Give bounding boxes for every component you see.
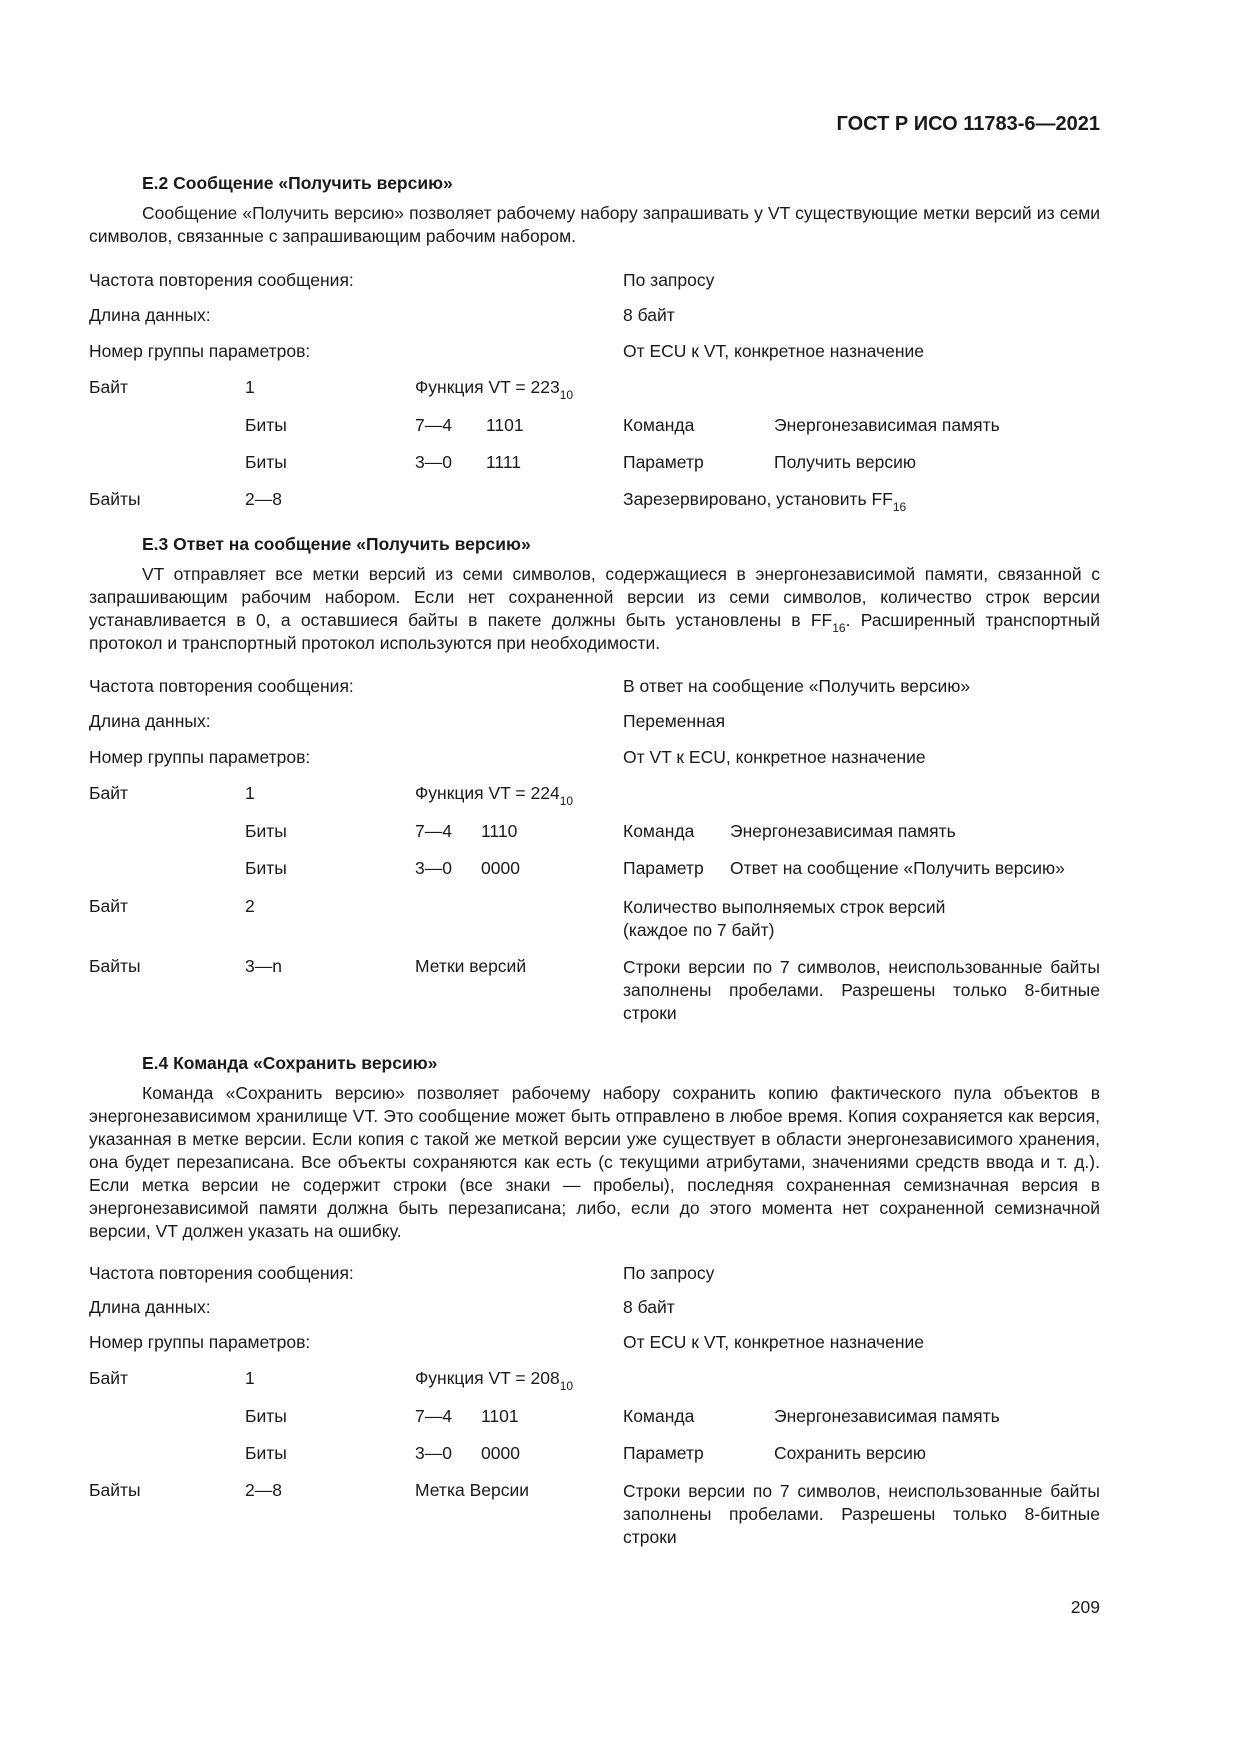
bytes-label: Байты bbox=[89, 956, 141, 976]
rate-label: Частота повторения сообщения: bbox=[89, 270, 354, 290]
bits-range: 3—0 bbox=[415, 1443, 452, 1463]
bits-range: 7—4 bbox=[415, 415, 452, 435]
length-label: Длина данных: bbox=[89, 305, 211, 325]
bytes-range: 2—8 bbox=[245, 489, 282, 509]
pgn-value: От ECU к VT, конкретное назначение bbox=[623, 1332, 925, 1352]
e3-bytes-row bbox=[0, 956, 1240, 1026]
bits-desc: Сохранить версию bbox=[774, 1443, 927, 1463]
e3-bits1-row bbox=[0, 821, 1240, 845]
section-e4-title: E.4 Команда «Сохранить версию» bbox=[142, 1053, 438, 1073]
bits-label: Биты bbox=[245, 1443, 287, 1463]
bits-label: Биты bbox=[245, 858, 287, 878]
e3-length-row bbox=[0, 711, 1240, 735]
byte2-desc: Количество выполняемых строк версий (каждое по 7 байт) bbox=[623, 897, 946, 940]
bytes-range: 3—n bbox=[245, 956, 282, 976]
e2-bits2-row bbox=[0, 452, 1240, 476]
rate-value: В ответ на сообщение «Получить версию» bbox=[623, 676, 971, 696]
bits-desc: Получить версию bbox=[774, 452, 916, 472]
bits-range: 7—4 bbox=[415, 821, 452, 841]
bits-name: Команда bbox=[623, 415, 695, 435]
byte-label: Байт bbox=[89, 1368, 129, 1388]
e4-bits1-row bbox=[0, 1406, 1240, 1430]
byte-number: 1 bbox=[245, 783, 255, 803]
bits-desc: Ответ на сообщение «Получить версию» bbox=[730, 858, 1065, 878]
section-e2-title: E.2 Сообщение «Получить версию» bbox=[142, 173, 453, 193]
e2-pgn-row bbox=[0, 341, 1240, 365]
bytes-field: Метка Версии bbox=[415, 1480, 530, 1500]
bits-label: Биты bbox=[245, 415, 287, 435]
bytes-desc: Строки версии по 7 символов, неиспользованные байты заполнены пробелами. Разрешены только 8-битные строки bbox=[623, 1481, 1100, 1547]
bytes-field: Метки версий bbox=[415, 956, 527, 976]
bits-value: 1101 bbox=[481, 1406, 519, 1426]
byte-label: Байт bbox=[89, 377, 129, 397]
e3-byte1-row bbox=[0, 783, 1240, 807]
page-number: 209 bbox=[1070, 1597, 1100, 1617]
pgn-value: От VT к ECU, конкретное назначение bbox=[623, 747, 926, 767]
rate-label: Частота повторения сообщения: bbox=[89, 676, 354, 696]
e4-bits2-row bbox=[0, 1443, 1240, 1467]
bits-desc: Энергонезависимая память bbox=[774, 1406, 1000, 1426]
byte-label: Байт bbox=[89, 783, 129, 803]
e2-length-row bbox=[0, 305, 1240, 329]
standard-header: ГОСТ Р ИСО 11783-6—2021 bbox=[836, 113, 1100, 135]
bits-value: 1101 bbox=[486, 415, 524, 435]
byte-label: Байт bbox=[89, 896, 129, 916]
rate-value: По запросу bbox=[623, 270, 715, 290]
section-e2-text: Сообщение «Получить версию» позволяет рабочему набору запрашивать у VT существующие метки версий из семи символов, связанные с запрашивающим рабочим набором. bbox=[89, 203, 1100, 246]
e2-bits1-row bbox=[0, 415, 1240, 439]
rate-label: Частота повторения сообщения: bbox=[89, 1263, 354, 1283]
bits-value: 1111 bbox=[486, 452, 522, 472]
section-e4-text: Команда «Сохранить версию» позволяет рабочему набору сохранить копию фактического пула объектов в энергонезависимом хранилище VT. Это сообщение может быть отправлено в любое время. Копия сохраняется как версия, указанная в метке версии. Если копия с такой же меткой версии уже существует в области энергонезависимого хранения, она будет перезаписана. Все объекты сохраняются как есть (с текущими атрибутами, значениями средств ввода и т. д.). Если метка версии не содержит строки (все знаки — пробелы), последняя сохраненная семизначная версия в энергонезависимой памяти должна быть перезаписана; либо, если до этого момента нет сохраненной семизначной версии, VT должен указать на ошибку. bbox=[89, 1083, 1100, 1241]
e2-byte1-row bbox=[0, 377, 1240, 401]
e4-rate-row bbox=[0, 1263, 1240, 1287]
e4-length-row bbox=[0, 1297, 1240, 1321]
byte-number: 1 bbox=[245, 377, 255, 397]
bits-range: 3—0 bbox=[415, 452, 452, 472]
bits-label: Биты bbox=[245, 1406, 287, 1426]
e4-pgn-row bbox=[0, 1332, 1240, 1356]
bits-label: Биты bbox=[245, 452, 287, 472]
bits-name: Параметр bbox=[623, 1443, 704, 1463]
pgn-label: Номер группы параметров: bbox=[89, 1332, 311, 1352]
length-value: 8 байт bbox=[623, 1297, 675, 1317]
e3-byte2-row bbox=[0, 896, 1240, 944]
bits-name: Команда bbox=[623, 821, 695, 841]
bits-name: Параметр bbox=[623, 452, 704, 472]
rate-value: По запросу bbox=[623, 1263, 715, 1283]
e3-bits2-row bbox=[0, 858, 1240, 882]
bits-range: 7—4 bbox=[415, 1406, 452, 1426]
bits-range: 3—0 bbox=[415, 858, 452, 878]
pgn-label: Номер группы параметров: bbox=[89, 341, 311, 361]
length-label: Длина данных: bbox=[89, 711, 211, 731]
bytes-range: 2—8 bbox=[245, 1480, 282, 1500]
bits-label: Биты bbox=[245, 821, 287, 841]
vt-function: Функция VT = $208_{10}$ bbox=[415, 1368, 574, 1393]
e3-pgn-row bbox=[0, 747, 1240, 771]
byte-number: 2 bbox=[245, 896, 255, 916]
bits-value: 0000 bbox=[481, 858, 520, 878]
bits-name: Команда bbox=[623, 1406, 695, 1426]
pgn-label: Номер группы параметров: bbox=[89, 747, 311, 767]
bytes-desc: Зарезервировано, установить $FF_{16}$ bbox=[623, 489, 907, 514]
section-e3-text: VT отправляет все метки версий из семи символов, содержащиеся в энергонезависимой памяти, связанной с запрашивающим рабочим набором. Если нет сохраненной версии из семи символов, количество строк версии устанавливается в 0, а оставшиеся байты в пакете должны быть установлены в $FF_{16}$. Расширенный транспортный протокол и транспортный протокол используются при необходимости. bbox=[89, 564, 1101, 653]
vt-function: Функция VT = $224_{10}$ bbox=[415, 783, 574, 808]
e2-bytes-row bbox=[0, 489, 1240, 513]
vt-function: Функция VT = $223_{10}$ bbox=[415, 377, 574, 402]
byte-number: 1 bbox=[245, 1368, 255, 1388]
bytes-label: Байты bbox=[89, 489, 141, 509]
e3-rate-row bbox=[0, 676, 1240, 700]
bits-desc: Энергонезависимая память bbox=[730, 821, 956, 841]
bits-name: Параметр bbox=[623, 858, 704, 878]
bytes-desc: Строки версии по 7 символов, неиспользованные байты заполнены пробелами. Разрешены только 8-битные строки bbox=[623, 957, 1100, 1023]
e2-rate-row bbox=[0, 270, 1240, 294]
length-value: Переменная bbox=[623, 711, 726, 731]
bits-value: 0000 bbox=[481, 1443, 520, 1463]
e4-bytes-row bbox=[0, 1480, 1240, 1550]
bytes-label: Байты bbox=[89, 1480, 141, 1500]
section-e3-title: E.3 Ответ на сообщение «Получить версию» bbox=[142, 534, 531, 554]
length-value: 8 байт bbox=[623, 305, 675, 325]
bits-desc: Энергонезависимая память bbox=[774, 415, 1000, 435]
pgn-value: От ECU к VT, конкретное назначение bbox=[623, 341, 925, 361]
length-label: Длина данных: bbox=[89, 1297, 211, 1317]
e4-byte1-row bbox=[0, 1368, 1240, 1392]
bits-value: 1110 bbox=[481, 821, 518, 841]
